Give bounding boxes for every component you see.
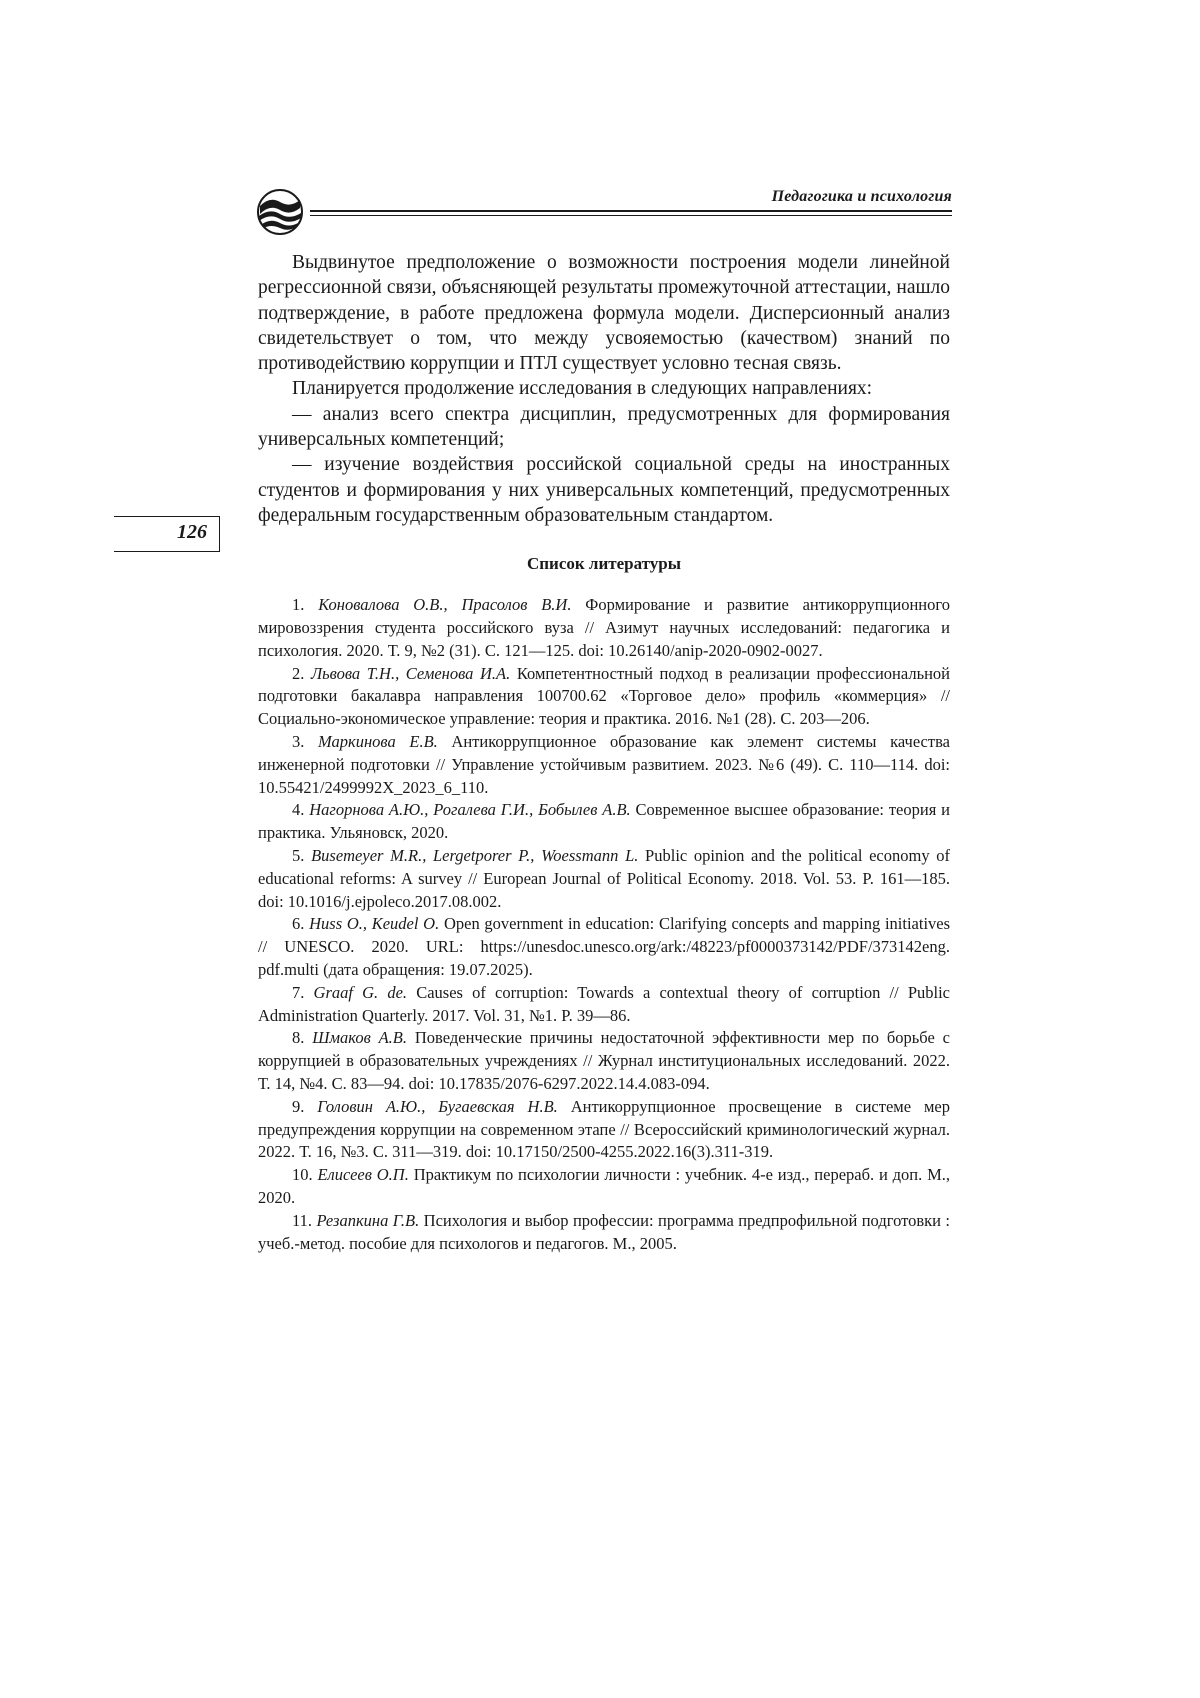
reference-item: 3. Маркинова Е.В. Антикоррупционное образование как элемент системы качества инженерной подготовки // Управление устойчивым развитием. 2023. №6 (49). С. 110—114. doi: 10.55421/2499992X_2023_6_110. [258, 732, 950, 797]
journal-section-title: Педагогика и психология [771, 188, 952, 205]
list-item: — изучение воздействия российской социальной среды на иностранных студентов и формирования у них универсальных компетенций, предусмотренных федеральным государственным образовательным стандартом. [258, 454, 950, 526]
reference-item: 9. Головин А.Ю., Бугаевская Н.В. Антикоррупционное просвещение в системе мер предупреждения коррупции на современном этапе // Всероссийский криминологический журнал. 2022. Т. 16, №3. С. 311—319. doi: 10.17150/2500-4255.2022.16(3).311-319. [258, 1096, 950, 1162]
reference-item: 5. Busemeyer M.R., Lergetporer P., Woessmann L. Public opinion and the political economy of educational reforms: A survey // European Journal of Political Economy. 2018. Vol. 53. P. 161—185. doi: 10.1016/j.ejpoleco.2017.08.002. [258, 846, 950, 911]
reference-item: 7. Graaf G. de. Causes of corruption: Towards a contextual theory of corruption // Public Administration Quarterly. 2017. Vol. 31, №1. P. 39—86. [258, 982, 950, 1025]
references-title: Список литературы [526, 554, 682, 574]
paragraph: Планируется продолжение исследования в следующих направлениях: [292, 378, 873, 400]
reference-item: 8. Шмаков А.В. Поведенческие причины недостаточной эффективности мер по борьбе с коррупцией в образовательных учреждениях // Журнал институциональных исследований. 2022. Т. 14, №4. С. 83—94. doi: 10.17835/2076-6297.2022.14.4.083-094. [258, 1028, 950, 1093]
reference-item: 11. Резапкина Г.В. Психология и выбор профессии: программа предпрофильной подготовки : учеб.-метод. пособие для психологов и педагогов. М., 2005. [258, 1210, 950, 1253]
list-item: — анализ всего спектра дисциплин, предусмотренных для формирования универсальных компетенций; [258, 403, 950, 451]
page-number-box [114, 516, 220, 552]
paragraph: Выдвинутое предположение о возможности построения модели линейной регрессионной связи, объясняющей результаты промежуточной аттестации, нашло подтверждение, в работе предложена формула модели. Дисперсионный анализ свидетельствует о том, что между усвояемостью (качеством) знаний по противодействию коррупции и ПТЛ существует условно тесная связь. [258, 252, 950, 375]
reference-item: 4. Нагорнова А.Ю., Рогалева Г.И., Бобылев А.В. Современное высшее образование: теория и практика. Ульяновск, 2020. [258, 800, 950, 843]
wave-globe-logo-icon [256, 188, 304, 236]
header-rule-thin [310, 215, 952, 216]
reference-item: 6. Huss O., Keudel O. Open government in education: Clarifying concepts and mapping initiatives // UNESCO. 2020. URL: https://unesdoc.unesco.org/ark:/48223/pf0000373142/PDF/373142eng. pdf.multi (дата обращения: 19.07.2025). [258, 914, 951, 980]
reference-item: 2. Львова Т.Н., Семенова И.А. Компетентностный подход в реализации профессиональной подготовки бакалавра направления 100700.62 «Торговое дело» профиль «коммерция» // Социально-экономическое управление: теория и практика. 2016. №1 (28). С. 203—206. [258, 663, 951, 729]
reference-item: 1. Коновалова О.В., Прасолов В.И. Формирование и развитие антикоррупционного мировоззрения студента российского вуза // Азимут научных исследований: педагогика и психология. 2020. Т. 9, №2 (31). С. 121—125. doi: 10.26140/anip-2020-0902-0027. [258, 595, 950, 660]
page-number: 126 [177, 521, 207, 543]
article-body [258, 250, 950, 1255]
header-rule [310, 210, 952, 212]
references-list [258, 594, 950, 1255]
reference-item: 10. Елисеев О.П. Практикум по психологии личности : учебник. 4-е изд., перераб. и доп. М., 2020. [258, 1165, 950, 1207]
